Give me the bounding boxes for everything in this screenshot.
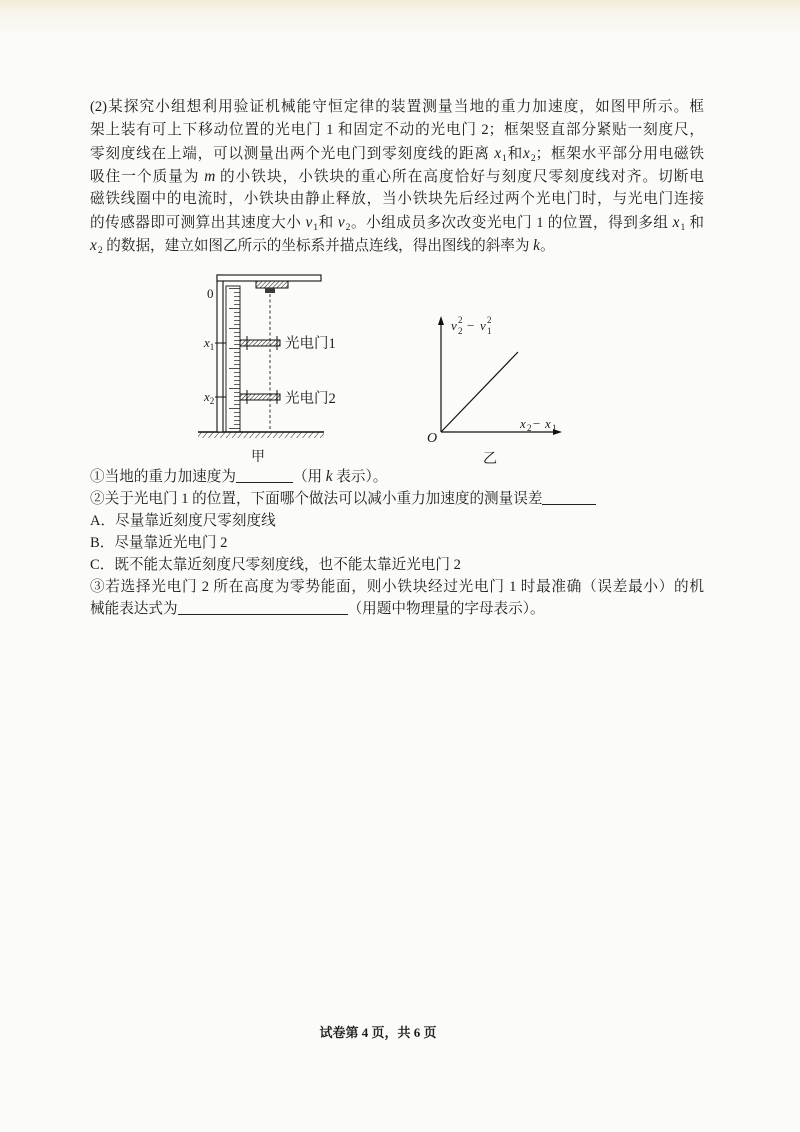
variable-subscript: 2 (530, 153, 536, 165)
ground-hatching (198, 432, 324, 438)
question-1-hint-close: 表示）。 (332, 469, 388, 485)
x-label-x2-sub: 2 (527, 423, 532, 433)
variable-symbol: k (533, 237, 540, 254)
photogate-1 (240, 340, 280, 346)
answer-blank-1 (236, 467, 293, 483)
text-run: 磁铁线圈中的电流时，小铁块由静止释放，当小铁块先后经过两个光电门时，与光电门连接 (90, 191, 704, 207)
question-3-hint: （用题中物理量的字母表示）。 (347, 601, 545, 617)
variable-subscript: 1 (313, 222, 319, 234)
iron-block (265, 288, 275, 293)
stem-line-3 (90, 142, 704, 165)
stem-line-4 (90, 165, 704, 188)
ruler (226, 286, 240, 432)
y-label-v2-sub: 2 (458, 326, 463, 336)
question-3-line-1: ③若选择光电门 2 所在高度为零势能面，则小铁块经过光电门 1 时最准确（误差最小）的机 (90, 579, 704, 595)
question-2-prompt: ②关于光电门 1 的位置，下面哪个做法可以减小重力加速度的测量误差 (90, 491, 543, 507)
option-a: A．尽量靠近刻度尺零刻度线 (90, 513, 276, 529)
variable-x2 (523, 145, 536, 165)
figures (190, 266, 580, 470)
variable-symbol: x (90, 237, 97, 254)
x2-subscript: 2 (209, 396, 215, 406)
page-footer: 试卷第 4 页，共 6 页 (319, 1025, 437, 1040)
y-label-v1: v (480, 318, 486, 333)
variable-x2 (90, 237, 103, 257)
x-label-x2: x (520, 416, 526, 431)
stem-line-1 (90, 96, 704, 119)
stem-line-6 (90, 211, 704, 234)
question-1-hint-open: （用 (292, 469, 326, 485)
answer-blank-3 (178, 599, 348, 615)
frame-beam (217, 275, 321, 281)
x-label-x1-sub: 1 (552, 423, 557, 433)
x1-subscript: 1 (209, 342, 215, 352)
x2-mark-label (203, 389, 214, 406)
variable-symbol: m (204, 168, 216, 185)
x2-symbol: x (204, 389, 210, 404)
x1-mark-label (203, 335, 214, 352)
text-run: 架上装有可上下移动位置的光电门 1 和固定不动的光电门 2；框架竖直部分紧贴一刻度尺， (90, 122, 704, 138)
text-run: 零刻度线在上端，可以测量出两个光电门到零刻度线的距离 (90, 146, 495, 162)
stem-line-5 (90, 188, 704, 211)
figure-jia (198, 275, 336, 465)
y-axis-arrow (438, 316, 444, 325)
x1-symbol: x (204, 335, 210, 350)
variable-subscript: 2 (345, 222, 351, 234)
variable-v2 (337, 214, 351, 234)
origin-label: O (427, 431, 438, 446)
stem-line-2 (90, 119, 704, 142)
question-stem (90, 96, 704, 257)
graph-line (441, 352, 518, 432)
variable-symbol: x (523, 145, 530, 162)
photogate-1-label: 光电门1 (285, 336, 336, 352)
zero-mark-label: 0 (207, 286, 214, 301)
text-run: 和 (685, 215, 704, 231)
y-label-minus: − (467, 318, 475, 333)
photogate-2-label: 光电门2 (285, 391, 336, 407)
x-label-x1: x (545, 416, 551, 431)
text-run: ；框架水平部分用电磁铁 (535, 146, 704, 162)
variable-x1 (672, 214, 686, 234)
variable-symbol: x (672, 214, 680, 231)
text-run: (2)某探究小组想利用验证机械能守恒定律的装置测量当地的重力加速度，如图甲所示。框 (90, 99, 704, 115)
variable-subscript: 1 (680, 222, 686, 234)
text-run: 。 (539, 238, 555, 254)
y-label-v1-sup: 2 (487, 315, 492, 325)
sub-questions (90, 466, 704, 620)
y-label-v2-sup: 2 (458, 315, 463, 325)
x-label-minus: − (533, 416, 541, 431)
variable-x1 (494, 145, 507, 165)
y-label-v2: v (451, 318, 457, 333)
text-run: 的传感器即可测算出其速度大小 (90, 215, 306, 231)
figure-jia-caption: 甲 (251, 450, 265, 465)
variable-m (204, 169, 215, 185)
answer-blank-2 (542, 489, 596, 505)
question-1 (90, 466, 704, 488)
electromagnet (256, 281, 288, 288)
figure-yi (427, 315, 562, 467)
variable-k (533, 238, 540, 254)
text-run: 吸住一个质量为 (90, 169, 205, 185)
variable-k: k (325, 468, 333, 485)
y-label-v1-sub: 1 (487, 326, 492, 336)
variable-subscript: 1 (502, 153, 507, 165)
option-b: B．尽量靠近光电门 2 (90, 535, 228, 551)
stem-line-7 (90, 234, 704, 257)
text-run: 和 (318, 215, 338, 231)
variable-subscript: 2 (97, 245, 103, 257)
question-3-line-2 (90, 598, 704, 620)
variable-symbol: v (305, 214, 313, 231)
variable-symbol: v (337, 214, 345, 231)
option-c: C．既不能太靠近刻度尺零刻度线，也不能太靠近光电门 2 (90, 557, 461, 573)
question-3-prompt: 械能表达式为 (90, 601, 178, 617)
text-run: 的数据，建立如图乙所示的坐标系并描点连线，得出图线的斜率为 (102, 238, 534, 254)
variable-symbol: x (494, 145, 502, 162)
text-run: 的小铁块，小铁块的重心所在高度恰好与刻度尺零刻度线对齐。切断电 (215, 169, 704, 185)
frame-post (217, 275, 223, 432)
variable-v1 (305, 214, 319, 234)
question-2 (90, 488, 704, 510)
photogate-2 (240, 394, 280, 400)
figure-yi-caption: 乙 (483, 452, 497, 467)
text-run: 和 (506, 146, 524, 162)
text-run: 。小组成员多次改变光电门 1 的位置，得到多组 (350, 215, 673, 231)
question-1-prompt: ①当地的重力加速度为 (90, 469, 236, 485)
